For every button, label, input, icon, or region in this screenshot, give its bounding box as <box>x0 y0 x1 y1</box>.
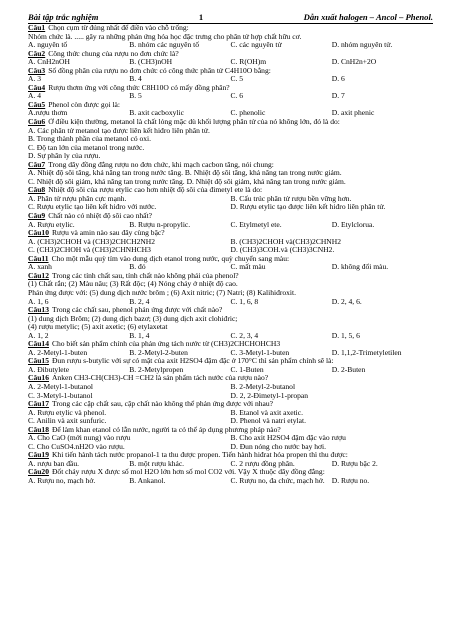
answer-option: A. (CH3)2CHOH và (CH3)2CHCH2NH2 <box>28 237 156 246</box>
line-text: Trong các cặp chất sau, cặp chất nào không thể phản ứng được với nhau? <box>51 400 274 409</box>
text-line <box>28 178 433 187</box>
answer-option: A.rượu thơm <box>28 109 68 118</box>
line-text: (1) dung dịch Brôm; (2) dung dịch bazơ; (3) dung dịch axit clohiđric; <box>28 314 238 323</box>
answer-option: B. một rượu khác. <box>129 459 185 468</box>
answer-options <box>28 349 433 358</box>
line-text: A. Các phân tử metanol tạo được liên kết hiđro liên phân tử. <box>28 126 210 135</box>
question-number: Câu2 <box>28 49 46 58</box>
question-number: Câu8 <box>28 186 46 195</box>
answer-option: D. 6 <box>331 75 345 84</box>
answer-option: A. Phân tử rượu phân cực mạnh. <box>28 194 127 203</box>
question-number: Câu9 <box>28 212 46 221</box>
line-text: (4) rượu metylic; (5) axit axetic; (6) etylaxetat <box>28 323 168 332</box>
answer-option: A. Cho CaO (mới nung) vào rượu <box>28 434 131 443</box>
question-number: Câu16 <box>28 374 49 383</box>
line-text: Trong các chất sau, phenol phản ứng được với chất nào? <box>51 306 223 315</box>
question-number: Câu20 <box>28 468 49 477</box>
answer-options <box>28 238 433 247</box>
question-line <box>28 426 433 435</box>
question-line <box>28 272 433 281</box>
answer-options <box>28 221 433 230</box>
question-number: Câu1 <box>28 24 46 32</box>
line-text: Để làm khan etanol có lẫn nước, người ta có thể áp dụng phương pháp nào? <box>51 425 281 434</box>
text-line <box>28 33 433 42</box>
line-text: Rượu thơm ứng với công thức C8H10O có mấy đồng phân? <box>48 83 230 92</box>
answer-option: D. 2, 2-Đimetyl-1-propan <box>230 391 309 400</box>
answer-option: D. 2, 4, 6. <box>331 297 362 306</box>
question-line <box>28 50 433 59</box>
answer-options <box>28 409 433 418</box>
line-text: Ở điều kiện thường, metanol là chất lỏng mặc dù khối lượng phân tử của nó không lớn, đó là do: <box>48 118 340 127</box>
answer-option: B. Etanol và axit axetic. <box>230 408 304 417</box>
answer-options <box>28 75 433 84</box>
question-number: Câu7 <box>28 160 46 169</box>
answer-option: A. xanh <box>28 263 52 272</box>
line-text: Đun rượu s-butylic với sự có mặt của axit H2SO4 đậm đặc ở 170°C thì sản phẩm chính sẽ là: <box>51 357 334 366</box>
answer-option: D. không đổi màu. <box>331 263 389 272</box>
question-number: Câu6 <box>28 118 46 127</box>
header-topic: Dẫn xuất halogen – Ancol – Phenol. <box>303 12 433 22</box>
answer-option: A. 2-Metyl-1-butanol <box>28 382 93 391</box>
answer-option: A. rượu ban đầu. <box>28 459 80 468</box>
text-line <box>28 289 433 298</box>
question-number: Câu15 <box>28 357 49 366</box>
line-text: Khi tiến hành tách nước propanol-1 ta thu được propen. Tiến hành hiđrat hóa propen thì thu được: <box>51 451 348 460</box>
answer-option: D. nhóm nguyên tử. <box>331 41 393 50</box>
line-text: B. Trong thành phần của metanol có oxi. <box>28 135 152 144</box>
answer-option: A. Rượu etylic. <box>28 220 75 229</box>
answer-option: A. Rượu no, mạch hở. <box>28 476 96 485</box>
question-number: Câu11 <box>28 254 49 263</box>
answer-option: C. Rượu etylic tạo liên kết hiđro với nước. <box>28 203 157 212</box>
question-number: Câu4 <box>28 83 46 92</box>
line-text: Nhiệt độ sôi của rượu etylic cao hơn nhiệt độ sôi của đimetyl ete là do: <box>48 186 263 195</box>
line-text: Đốt cháy rượu X được số mol H2O lớn hơn số mol CO2 với. Vậy X thuộc dãy đồng đẳng: <box>51 468 325 477</box>
question-line <box>28 229 433 238</box>
answer-option: B. 2-Metylpropen <box>129 365 184 374</box>
answer-option: B. 2-Metyl-2-butanol <box>230 382 296 391</box>
answer-option: B. 2-Metyl-2-buten <box>129 348 188 357</box>
answer-option: A. Rượu etylic và phenol. <box>28 408 107 417</box>
question-line <box>28 255 433 264</box>
answer-options <box>28 460 433 469</box>
line-text: A. Nhiệt độ sôi tăng, khả năng tan trong nước tăng. B. Nhiệt độ sôi tăng, khả năng tan trong nước giảm. <box>28 169 342 178</box>
answer-option: D. Etylclorua. <box>331 220 375 229</box>
answer-option: D. 1, 5, 6 <box>331 331 360 340</box>
line-text: Trong dãy đồng đẳng rượu no đơn chức, khi mạch cacbon tăng, nói chung: <box>48 160 274 169</box>
answer-option: D. CnH2n+2O <box>331 58 377 67</box>
question-number: Câu12 <box>28 271 49 280</box>
question-number: Câu5 <box>28 100 46 109</box>
answer-option: D. 2-Buten <box>331 365 366 374</box>
answer-option: B. (CH3)nOH <box>129 58 173 67</box>
answer-option: A. 2-Metyl-1-buten <box>28 348 88 357</box>
question-line <box>28 24 433 33</box>
answer-option: C. Cho CuSO4.nH2O vào rượu. <box>28 442 125 451</box>
answer-options <box>28 434 433 443</box>
line-text: D. Sự phân ly của rượu. <box>28 152 101 161</box>
text-line <box>28 315 433 324</box>
answer-option: A. 1, 2 <box>28 331 49 340</box>
text-line <box>28 280 433 289</box>
text-line <box>28 169 433 178</box>
answer-options <box>28 298 433 307</box>
line-text: Anken CH3-CH(CH3)-CH =CH2 là sản phẩm tách nước của rượu nào? <box>51 374 269 383</box>
line-text: Cho một mẫu quỳ tím vào dung dịch etanol trong nước, quỳ chuyển sang màu: <box>51 254 290 263</box>
line-text: Số đồng phân của rượu no đơn chức có công thức phân tử C4H10O bằng: <box>48 66 271 75</box>
question-line <box>28 84 433 93</box>
page-number: 1 <box>198 12 204 22</box>
line-text: Chất nào có nhiệt độ sôi cao nhất? <box>48 212 152 221</box>
answer-option: D. Phenol và natri etylat. <box>230 417 306 426</box>
answer-options <box>28 477 433 486</box>
answer-option: A. Đibutylete <box>28 365 70 374</box>
text-line <box>28 323 433 332</box>
answer-options <box>28 383 433 392</box>
answer-option: C. 2 rượu đồng phân. <box>230 459 295 468</box>
answer-options <box>28 195 433 204</box>
line-text: Rượu và amin nào sau đây cùng bậc? <box>51 229 165 238</box>
question-number: Câu19 <box>28 451 49 460</box>
answer-option: C. 1-Buten <box>230 365 264 374</box>
answer-options <box>28 366 433 375</box>
answer-option: C. các nguyên tử <box>230 41 282 50</box>
text-line <box>28 135 433 144</box>
text-line <box>28 127 433 136</box>
answer-options <box>28 41 433 50</box>
answer-options <box>28 92 433 101</box>
answer-options <box>28 203 433 212</box>
answer-option: C. 6 <box>230 92 244 101</box>
answer-option: B. nhóm các nguyên tố <box>129 41 200 50</box>
question-line <box>28 118 433 127</box>
text-line <box>28 152 433 161</box>
answer-option: C. (CH3)2CHOH và (CH3)2CHNHCH3 <box>28 246 151 255</box>
answer-options <box>28 109 433 118</box>
answer-option: C. Etylmetyl ete. <box>230 220 282 229</box>
answer-option: B. (CH3)2CHOH và(CH3)2CHNH2 <box>230 237 341 246</box>
answer-option: D. 7 <box>331 92 345 101</box>
answer-option: B. 5 <box>129 92 142 101</box>
answer-options <box>28 58 433 67</box>
question-line <box>28 212 433 221</box>
question-line <box>28 468 433 477</box>
line-text: Phenol còn được gọi là: <box>48 100 121 109</box>
question-number: Câu18 <box>28 425 49 434</box>
question-line <box>28 161 433 170</box>
answer-option: C. phenolic <box>230 109 266 118</box>
question-line <box>28 340 433 349</box>
question-number: Câu10 <box>28 229 49 238</box>
answer-option: B. 1, 4 <box>129 331 150 340</box>
answer-option: C. 3-Metyl-1-buten <box>230 348 290 357</box>
question-number: Câu3 <box>28 66 46 75</box>
question-list <box>28 24 433 486</box>
question-line <box>28 357 433 366</box>
answer-options <box>28 332 433 341</box>
question-number: Câu13 <box>28 306 49 315</box>
question-line <box>28 186 433 195</box>
header-subject: Bài tập trắc nghiệm <box>28 12 99 22</box>
answer-option: D. Rượu bậc 2. <box>331 459 378 468</box>
page-header <box>28 10 433 24</box>
answer-options <box>28 443 433 452</box>
answer-option: C. R(OH)m <box>230 58 267 67</box>
answer-option: C. 2, 3, 4 <box>230 331 259 340</box>
document-page <box>28 10 433 486</box>
answer-option: D. Đun nóng cho nước bay hơi. <box>230 442 326 451</box>
question-line <box>28 101 433 110</box>
answer-option: B. 4 <box>129 75 142 84</box>
line-text: (1) Chất rắn; (2) Màu nâu; (3) Rất độc; (4) Nóng chảy ở nhiệt độ cao. <box>28 280 238 289</box>
answer-option: C. Anilin và axit sunfuric. <box>28 417 107 426</box>
answer-option: B. 2, 4 <box>129 297 150 306</box>
answer-option: A. 4 <box>28 92 41 101</box>
line-text: Chọn cụm từ đúng nhất để điền vào chỗ trống: <box>48 24 189 32</box>
answer-option: A. CnH2nOH <box>28 58 70 67</box>
question-line <box>28 451 433 460</box>
answer-option: A. 3 <box>28 75 41 84</box>
question-line <box>28 306 433 315</box>
answer-options <box>28 246 433 255</box>
answer-option: D. 1,1,2-Trimetyletilen <box>331 348 402 357</box>
question-line <box>28 374 433 383</box>
line-text: Trong các tính chất sau, tính chất nào không phải của phenol? <box>51 271 239 280</box>
answer-option: D. Rượu etylic tạo được liên kết hiđro liên phân tử. <box>230 203 386 212</box>
answer-option: C. 1, 6, 8 <box>230 297 259 306</box>
answer-option: B. Cho axit H2SO4 đậm đặc vào rượu <box>230 434 346 443</box>
line-text: Nhóm chức là. ..... gây ra những phản ứng hóa học đặc trưng cho phân tử hợp chất hữu cơ. <box>28 32 302 41</box>
question-line <box>28 67 433 76</box>
answer-option: A. 1, 6 <box>28 297 49 306</box>
answer-options <box>28 417 433 426</box>
line-text: Phản ứng được với: (5) dung dịch nước brôm ; (6) Axit nitric; (7) Natri; (8) Kalihiđroxit. <box>28 288 297 297</box>
answer-option: C. mất màu <box>230 263 266 272</box>
line-text: C. Nhiệt độ sôi giảm, khả năng tan trong nước tăng. D. Nhiệt độ sôi giảm, khả năng tan trong nước giảm. <box>28 177 346 186</box>
answer-option: D. (CH3)3COH.và (CH3)3CNH2. <box>230 246 335 255</box>
answer-option: B. Rượu n-propylic. <box>129 220 191 229</box>
answer-option: B. axit cacboxylic <box>129 109 184 118</box>
answer-option: C. Rượu no, đa chức, mạch hở. <box>230 476 325 485</box>
question-line <box>28 400 433 409</box>
answer-option: C. 5 <box>230 75 244 84</box>
answer-options <box>28 263 433 272</box>
line-text: Công thức chung của rượu no đơn chức là? <box>48 49 179 58</box>
answer-option: C. 3-Metyl-1-butanol <box>28 391 93 400</box>
answer-option: B. Cấu trúc phân tử rượu bền vững hơn. <box>230 194 352 203</box>
text-line <box>28 144 433 153</box>
line-text: C. Độ tan lớn của metanol trong nước. <box>28 143 145 152</box>
answer-option: A. nguyên tố <box>28 41 68 50</box>
answer-option: B. Ankanol. <box>129 476 166 485</box>
answer-option: D. Rượu no. <box>331 476 370 485</box>
line-text: Cho biết sản phẩm chính của phản ứng tách nước từ (CH3)2CHCHOHCH3 <box>51 340 281 349</box>
answer-option: B. đỏ <box>129 263 146 272</box>
answer-options <box>28 392 433 401</box>
answer-option: D. axit phenic <box>331 109 375 118</box>
question-number: Câu17 <box>28 400 49 409</box>
question-number: Câu14 <box>28 340 49 349</box>
